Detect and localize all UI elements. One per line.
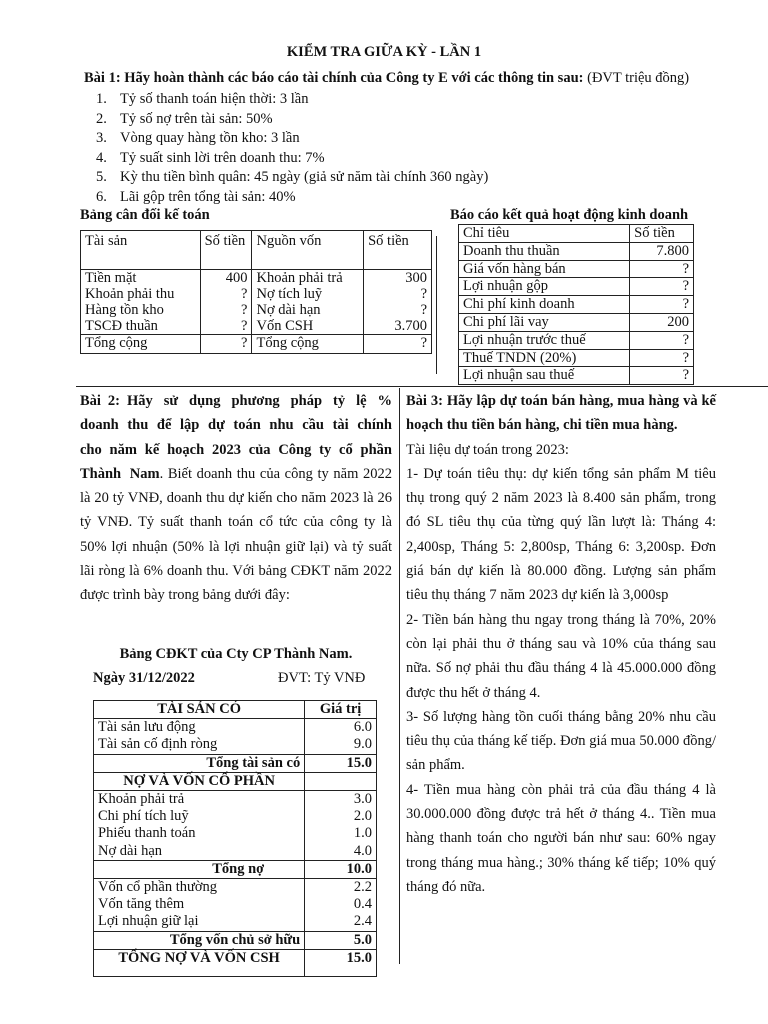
- bai2-heading: Hãy sử dụng phương pháp tỷ lệ % doanh thu để lập dự toán nhu cầu tài chính cho năm kế hoạch 2023 của Công ty cổ phần Thành Nam: [80, 393, 393, 482]
- income-statement-caption: Báo cáo kết quả hoạt động kinh doanh: [450, 207, 689, 223]
- table-header-cell: Giá trị: [305, 701, 377, 719]
- table-cell: Nợ dài hạn: [252, 302, 364, 318]
- list-text: Kỳ thu tiền bình quân: 45 ngày (giả sử năm tài chính 360 ngày): [120, 169, 489, 185]
- table-cell: Tổng vốn chủ sở hữu: [94, 931, 305, 949]
- table-header-cell: Nguồn vốn: [252, 231, 364, 270]
- table-cell: 6.0: [305, 719, 377, 737]
- cdkt-table: [93, 700, 377, 977]
- list-number: 1.: [96, 91, 107, 107]
- table-cell: Tài sản lưu động: [98, 719, 196, 736]
- list-text: Tỷ suất sinh lời trên doanh thu: 7%: [120, 149, 325, 166]
- table-cell: 3.700: [364, 318, 432, 335]
- table-cell: Chi phí tích luỹ: [98, 808, 189, 825]
- table-cell: 15.0: [305, 949, 377, 976]
- income-statement-table: [458, 224, 694, 385]
- table-cell: Tiền mặt: [85, 270, 137, 286]
- table-row: [459, 260, 694, 278]
- table-header-row: [81, 231, 432, 270]
- bai3-paragraph-3: 3- Số lượng hàng tồn cuối tháng bằng 20% nhu cầu tiêu thụ của tháng kế tiếp. Đơn giá mua 50.000 đồng/ sản phẩm.: [406, 708, 716, 774]
- table-cell: ?: [630, 278, 694, 296]
- table-row: [94, 736, 377, 754]
- table-cell: ?: [364, 335, 432, 354]
- table-row: [81, 302, 432, 318]
- table-row: [459, 367, 694, 385]
- table-cell: ?: [200, 302, 252, 318]
- list-text: Tỷ số thanh toán hiện thời: 3 lần: [120, 91, 309, 107]
- table-cell: Lợi nhuận gộp: [459, 278, 630, 296]
- table-cell: ?: [630, 367, 694, 385]
- table-cell: 2.0: [305, 808, 377, 825]
- table-row: [94, 896, 377, 913]
- table-cell: Tổng nợ: [94, 860, 305, 878]
- table-cell: 15.0: [305, 754, 377, 772]
- table-header-cell: Số tiền: [200, 231, 252, 270]
- table-row: [459, 331, 694, 349]
- list-text: Vòng quay hàng tồn kho: 3 lần: [120, 130, 300, 146]
- table-grand-total-row: [94, 949, 377, 976]
- table-cell: ?: [200, 335, 252, 354]
- table-header-row: [94, 701, 377, 719]
- table-row: [459, 278, 694, 296]
- table-cell: NỢ VÀ VỐN CỔ PHẦN: [94, 772, 305, 790]
- table-row: [94, 719, 377, 737]
- table-cell: 200: [630, 313, 694, 331]
- table-cell: ?: [200, 318, 252, 335]
- table-cell: 4.0: [305, 843, 377, 861]
- table-row: [459, 349, 694, 367]
- table-row: [94, 843, 377, 861]
- table-cell: ?: [630, 331, 694, 349]
- table-row: [94, 825, 377, 842]
- table-cell: 5.0: [305, 931, 377, 949]
- list-item: [96, 188, 488, 208]
- list-item: [96, 168, 488, 188]
- list-item: [96, 129, 488, 149]
- table-row: [94, 879, 377, 897]
- table-cell: Vốn tăng thêm: [98, 896, 185, 913]
- table-row: [81, 286, 432, 302]
- list-number: 3.: [96, 130, 107, 146]
- bai3-paragraph-1: 1- Dự toán tiêu thụ: dự kiến tổng sản phẩm M tiêu thụ trong quý 2 năm 2023 là 8.400 sản phẩm, trong đó SL tiêu thụ của từng quý lần lượt là: Tháng 4: 2,400sp, Tháng 5: 2,800sp, Tháng 6: 3,200sp. Đơn giá bán dự kiến là 80.000 đồng. Lượng sản phẩm tiêu thụ tháng 7 năm 2023 dự kiến là 3,000sp: [406, 465, 716, 604]
- table-row: [94, 913, 377, 931]
- table-row: [81, 270, 432, 287]
- table-cell: Khoản phải trả: [98, 791, 185, 808]
- table-cell: ?: [364, 302, 432, 318]
- table-cell: ?: [630, 349, 694, 367]
- column-divider: [399, 388, 400, 964]
- horizontal-divider: [76, 386, 768, 387]
- table-cell: Nợ tích luỹ: [252, 286, 364, 302]
- table-cell: Khoản phải thu: [85, 286, 175, 302]
- bai1-heading: [84, 70, 764, 87]
- table-row: [94, 791, 377, 809]
- table-header-row: [459, 225, 694, 243]
- table-cell: Phiếu thanh toán: [98, 825, 196, 842]
- bai3-heading: Bài 3: Hãy lập dự toán bán hàng, mua hàng và kế hoạch thu tiền bán hàng, chi tiền mua hàng.: [406, 393, 716, 434]
- table-total-row: [94, 931, 377, 949]
- table-cell: Nợ dài hạn: [94, 843, 305, 861]
- table-cell: 400: [200, 270, 252, 287]
- table-row: [81, 318, 432, 335]
- table-row: [459, 313, 694, 331]
- table-cell: Khoản phải trả: [252, 270, 364, 287]
- table-total-row: [94, 860, 377, 878]
- table-cell: Tổng cộng: [252, 335, 364, 354]
- list-item: [96, 90, 488, 110]
- table-cell: Thuế TNDN (20%): [459, 349, 630, 367]
- table-cell: 10.0: [305, 860, 377, 878]
- bai3-text: [406, 389, 716, 899]
- bai3-intro: Tài liệu dự toán trong 2023:: [406, 441, 569, 458]
- table-row: [459, 242, 694, 260]
- table-cell: 7.800: [630, 242, 694, 260]
- table-header-cell: Chỉ tiêu: [459, 225, 630, 243]
- table-cell: Vốn CSH: [252, 318, 364, 335]
- list-number: 6.: [96, 188, 107, 205]
- table-total-row: [81, 335, 432, 354]
- table-cell: ?: [630, 260, 694, 278]
- table-cell: [305, 772, 377, 790]
- table-cell: Chi phí kinh doanh: [459, 296, 630, 314]
- bai2-date: Ngày 31/12/2022: [93, 670, 195, 686]
- table-cell: Doanh thu thuần: [459, 242, 630, 260]
- bai1-list: [96, 90, 488, 207]
- table-cell: 2.2: [305, 879, 377, 897]
- table-total-row: [94, 754, 377, 772]
- table-cell: 3.0: [305, 791, 377, 809]
- table-cell: Lợi nhuận sau thuế: [459, 367, 630, 385]
- table-cell: Chi phí lãi vay: [459, 313, 630, 331]
- table-cell: 9.0: [305, 736, 377, 754]
- page-title: KIỂM TRA GIỮA KỲ - LẦN 1: [286, 44, 482, 60]
- list-item: [96, 110, 488, 130]
- table-cell: Tài sản cố định ròng: [94, 736, 305, 754]
- table-header-cell: Số tiền: [630, 225, 694, 243]
- list-text: Lãi gộp trên tổng tài sản: 40%: [120, 188, 296, 205]
- table-cell: ?: [364, 286, 432, 302]
- table-header-cell: Tài sản: [81, 231, 201, 270]
- section-divider: [436, 236, 437, 374]
- table-header-cell: TÀI SẢN CÓ: [94, 701, 305, 719]
- bai2-unit: ĐVT: Tỷ VNĐ: [278, 670, 366, 686]
- list-number: 5.: [96, 169, 107, 185]
- table-cell: Lợi nhuận trước thuế: [459, 331, 630, 349]
- table-section-row: [94, 772, 377, 790]
- bai1-unit: (ĐVT triệu đồng): [587, 70, 690, 86]
- list-text: Tỷ số nợ trên tài sản: 50%: [120, 110, 273, 127]
- table-cell: 0.4: [305, 896, 377, 913]
- bai2-label: Bài 2:: [80, 393, 120, 409]
- table-cell: Hàng tồn kho: [85, 302, 164, 318]
- table-cell: 1.0: [305, 825, 377, 842]
- table-row: [459, 296, 694, 314]
- table-cell: 2.4: [305, 913, 377, 931]
- table-cell: 300: [364, 270, 432, 287]
- list-item: [96, 149, 488, 169]
- bai3-paragraph-2: 2- Tiền bán hàng thu ngay trong tháng là 70%, 20% còn lại phải thu ở tháng sau và 10% của tháng sau nữa. Số nợ phải thu đầu tháng 4 là 45.000.000 đồng được thu hết ở tháng 4.: [406, 611, 716, 701]
- balance-sheet-caption: Bảng cân đối kế toán: [80, 207, 210, 223]
- table-cell: ?: [200, 286, 252, 302]
- bai2-text: [80, 389, 392, 608]
- bai1-heading-text: Bài 1: Hãy hoàn thành các báo cáo tài chính của Công ty E với các thông tin sau:: [84, 70, 584, 86]
- table-header-cell: Số tiền: [364, 231, 432, 270]
- table-cell: Tổng tài sản có: [94, 754, 305, 772]
- list-number: 4.: [96, 149, 107, 166]
- table-cell: TỔNG NỢ VÀ VỐN CSH: [118, 949, 280, 966]
- table-cell: Giá vốn hàng bán: [459, 260, 630, 278]
- table-cell: Lợi nhuận giữ lại: [94, 913, 305, 931]
- bai3-paragraph-4: 4- Tiền mua hàng còn phải trả của đầu tháng 4 là 30.000.000 đồng được trả hết ở tháng 4.. Tiền mua hàng thanh toán cho người bán như sau: 60% ngay trong tháng mua hàng.; 30% tháng kế tiếp; 10% quý tháng đó nữa.: [406, 781, 716, 895]
- balance-sheet-table: [80, 230, 432, 354]
- bai2-body: . Biết doanh thu của công ty năm 2022 là 20 tỷ VNĐ, doanh thu dự kiến cho năm 2023 là 26 tỷ VNĐ. Tỷ suất thanh toán cổ tức của công ty là 50% lợi nhuận (50% là lợi nhuận giữ lại) và tỷ suất lãi ròng là 6% doanh thu. Với bảng CĐKT năm 2022 được trình bày trong bảng dưới đây:: [80, 465, 392, 604]
- list-number: 2.: [96, 110, 107, 127]
- table-cell: Tổng cộng: [81, 335, 201, 354]
- table-row: [94, 808, 377, 825]
- table-cell: TSCĐ thuần: [85, 318, 158, 334]
- table-cell: Vốn cổ phần thường: [98, 879, 218, 896]
- bai2-table-title: Bảng CĐKT của Cty CP Thành Nam.: [119, 646, 353, 662]
- table-cell: ?: [630, 296, 694, 314]
